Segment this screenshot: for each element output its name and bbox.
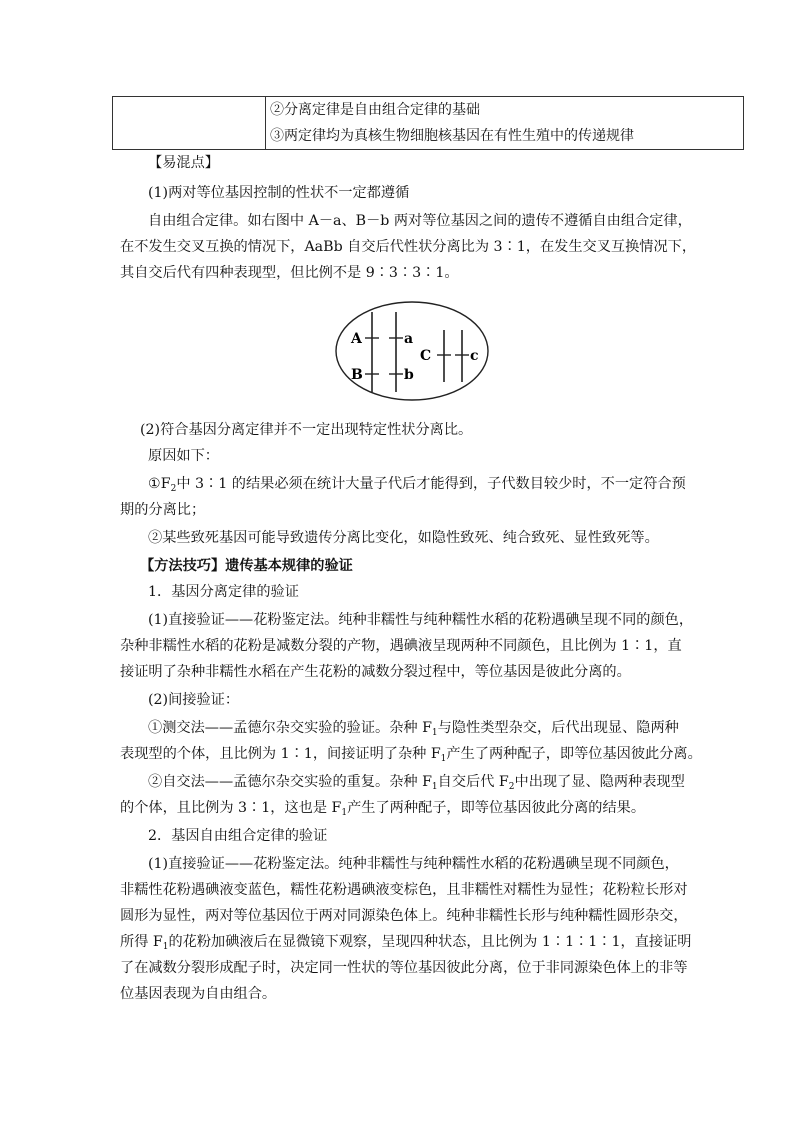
table-right-cell (266, 97, 744, 150)
confusion-p1-line3: 其自交后代有四种表现型，但比例不是 9∶3∶3∶1。 (120, 265, 459, 281)
section-2-title: 2．基因自由组合定律的验证 (148, 828, 328, 844)
cell-outline (336, 302, 488, 400)
comparison-table (112, 96, 744, 150)
label-c: c (470, 348, 479, 364)
reason-2: ②某些致死基因可能导致遗传分离比变化，如隐性致死、纯合致死、显性致死等。 (148, 530, 659, 546)
section-1-p1-line3: 接证明了杂种非糯性水稻在产生花粉的减数分裂过程中，等位基因是彼此分离的。 (120, 664, 631, 680)
label-a: a (404, 331, 414, 347)
section-2-line4: 所得 $F_1$的花粉加碘液后在显微镜下观察，呈现四种状态，且比例为 1∶1∶1∶1，直接证明 (120, 934, 692, 952)
chromosome-diagram (332, 298, 492, 404)
section-1-title: 1．基因分离定律的验证 (148, 584, 299, 600)
label-C: C (420, 348, 432, 364)
section-1-p1-line2: 杂种非糯性水稻的花粉是减数分裂的产物，遇碘液呈现两种不同颜色，且比例为 1∶1，直 (120, 638, 682, 654)
testcross-line1: ①测交法——孟德尔杂交实验的验证。杂种 $F_1$与隐性类型杂交，后代出现显、隐两种 (148, 720, 679, 738)
method-heading: 【方法技巧】遗传基本规律的验证 (140, 558, 353, 574)
section-2-line5: 了在减数分裂形成配子时，决定同一性状的等位基因彼此分离，位于非同源染色体上的非等 (120, 960, 688, 976)
testcross-line2: 表现型的个体，且比例为 1∶1，间接证明了杂种 $F_1$产生了两种配子，即等位基因彼此分离。 (120, 746, 702, 764)
table-row-2: ②分离定律是自由组合定律的基础 (270, 102, 480, 118)
confusion-p2-title: (2)符合基因分离定律并不一定出现特定性状分离比。 (140, 422, 473, 438)
reason-1-line2: 期的分离比； (120, 502, 206, 518)
table-left-cell (113, 97, 266, 150)
selfcross-line1: ②自交法——孟德尔杂交实验的重复。杂种 $F_1$自交后代 $F_2$中出现了显、隐两种表现型 (148, 774, 685, 792)
table-row-3: ③两定律均为真核生物细胞核基因在有性生殖中的传递规律 (270, 128, 634, 144)
label-A: A (351, 331, 362, 347)
section-1-p2: (2)间接验证： (148, 692, 240, 708)
reason-label: 原因如下： (148, 448, 219, 464)
confusion-heading: 【易混点】 (148, 155, 219, 171)
section-2-line2: 非糯性花粉遇碘液变蓝色，糯性花粉遇碘液变棕色，且非糯性对糯性为显性；花粉粒长形对 (120, 882, 688, 898)
selfcross-line2: 的个体，且比例为 3∶1，这也是 $F_1$产生了两种配子，即等位基因彼此分离的结果。 (120, 800, 646, 818)
confusion-p1-line2: 在不发生交叉互换的情况下，AaBb 自交后代性状分离比为 3∶1，在发生交叉互换情况下， (120, 239, 697, 255)
reason-1-line1: $①F_2$中 3∶1 的结果必须在统计大量子代后才能得到，子代数目较少时，不一定符合预 (148, 476, 686, 494)
section-2-line1: (1)直接验证——花粉鉴定法。纯种非糯性与纯种糯性水稻的花粉遇碘呈现不同颜色， (148, 856, 679, 872)
label-b: b (404, 367, 414, 383)
label-B: B (351, 367, 363, 383)
section-2-line3: 圆形为显性，两对等位基因位于两对同源染色体上。纯种非糯性长形与纯种糯性圆形杂交， (120, 908, 688, 924)
section-2-line6: 位基因表现为自由组合。 (120, 986, 277, 1002)
confusion-p1-line1: 自由组合定律。如右图中 A－a、B－b 两对等位基因之间的遗传不遵循自由组合定律， (148, 213, 692, 229)
confusion-p1-title: (1)两对等位基因控制的性状不一定都遵循 (148, 185, 410, 201)
section-1-p1-line1: (1)直接验证——花粉鉴定法。纯种非糯性与纯种糯性水稻的花粉遇碘呈现不同的颜色， (148, 612, 694, 628)
